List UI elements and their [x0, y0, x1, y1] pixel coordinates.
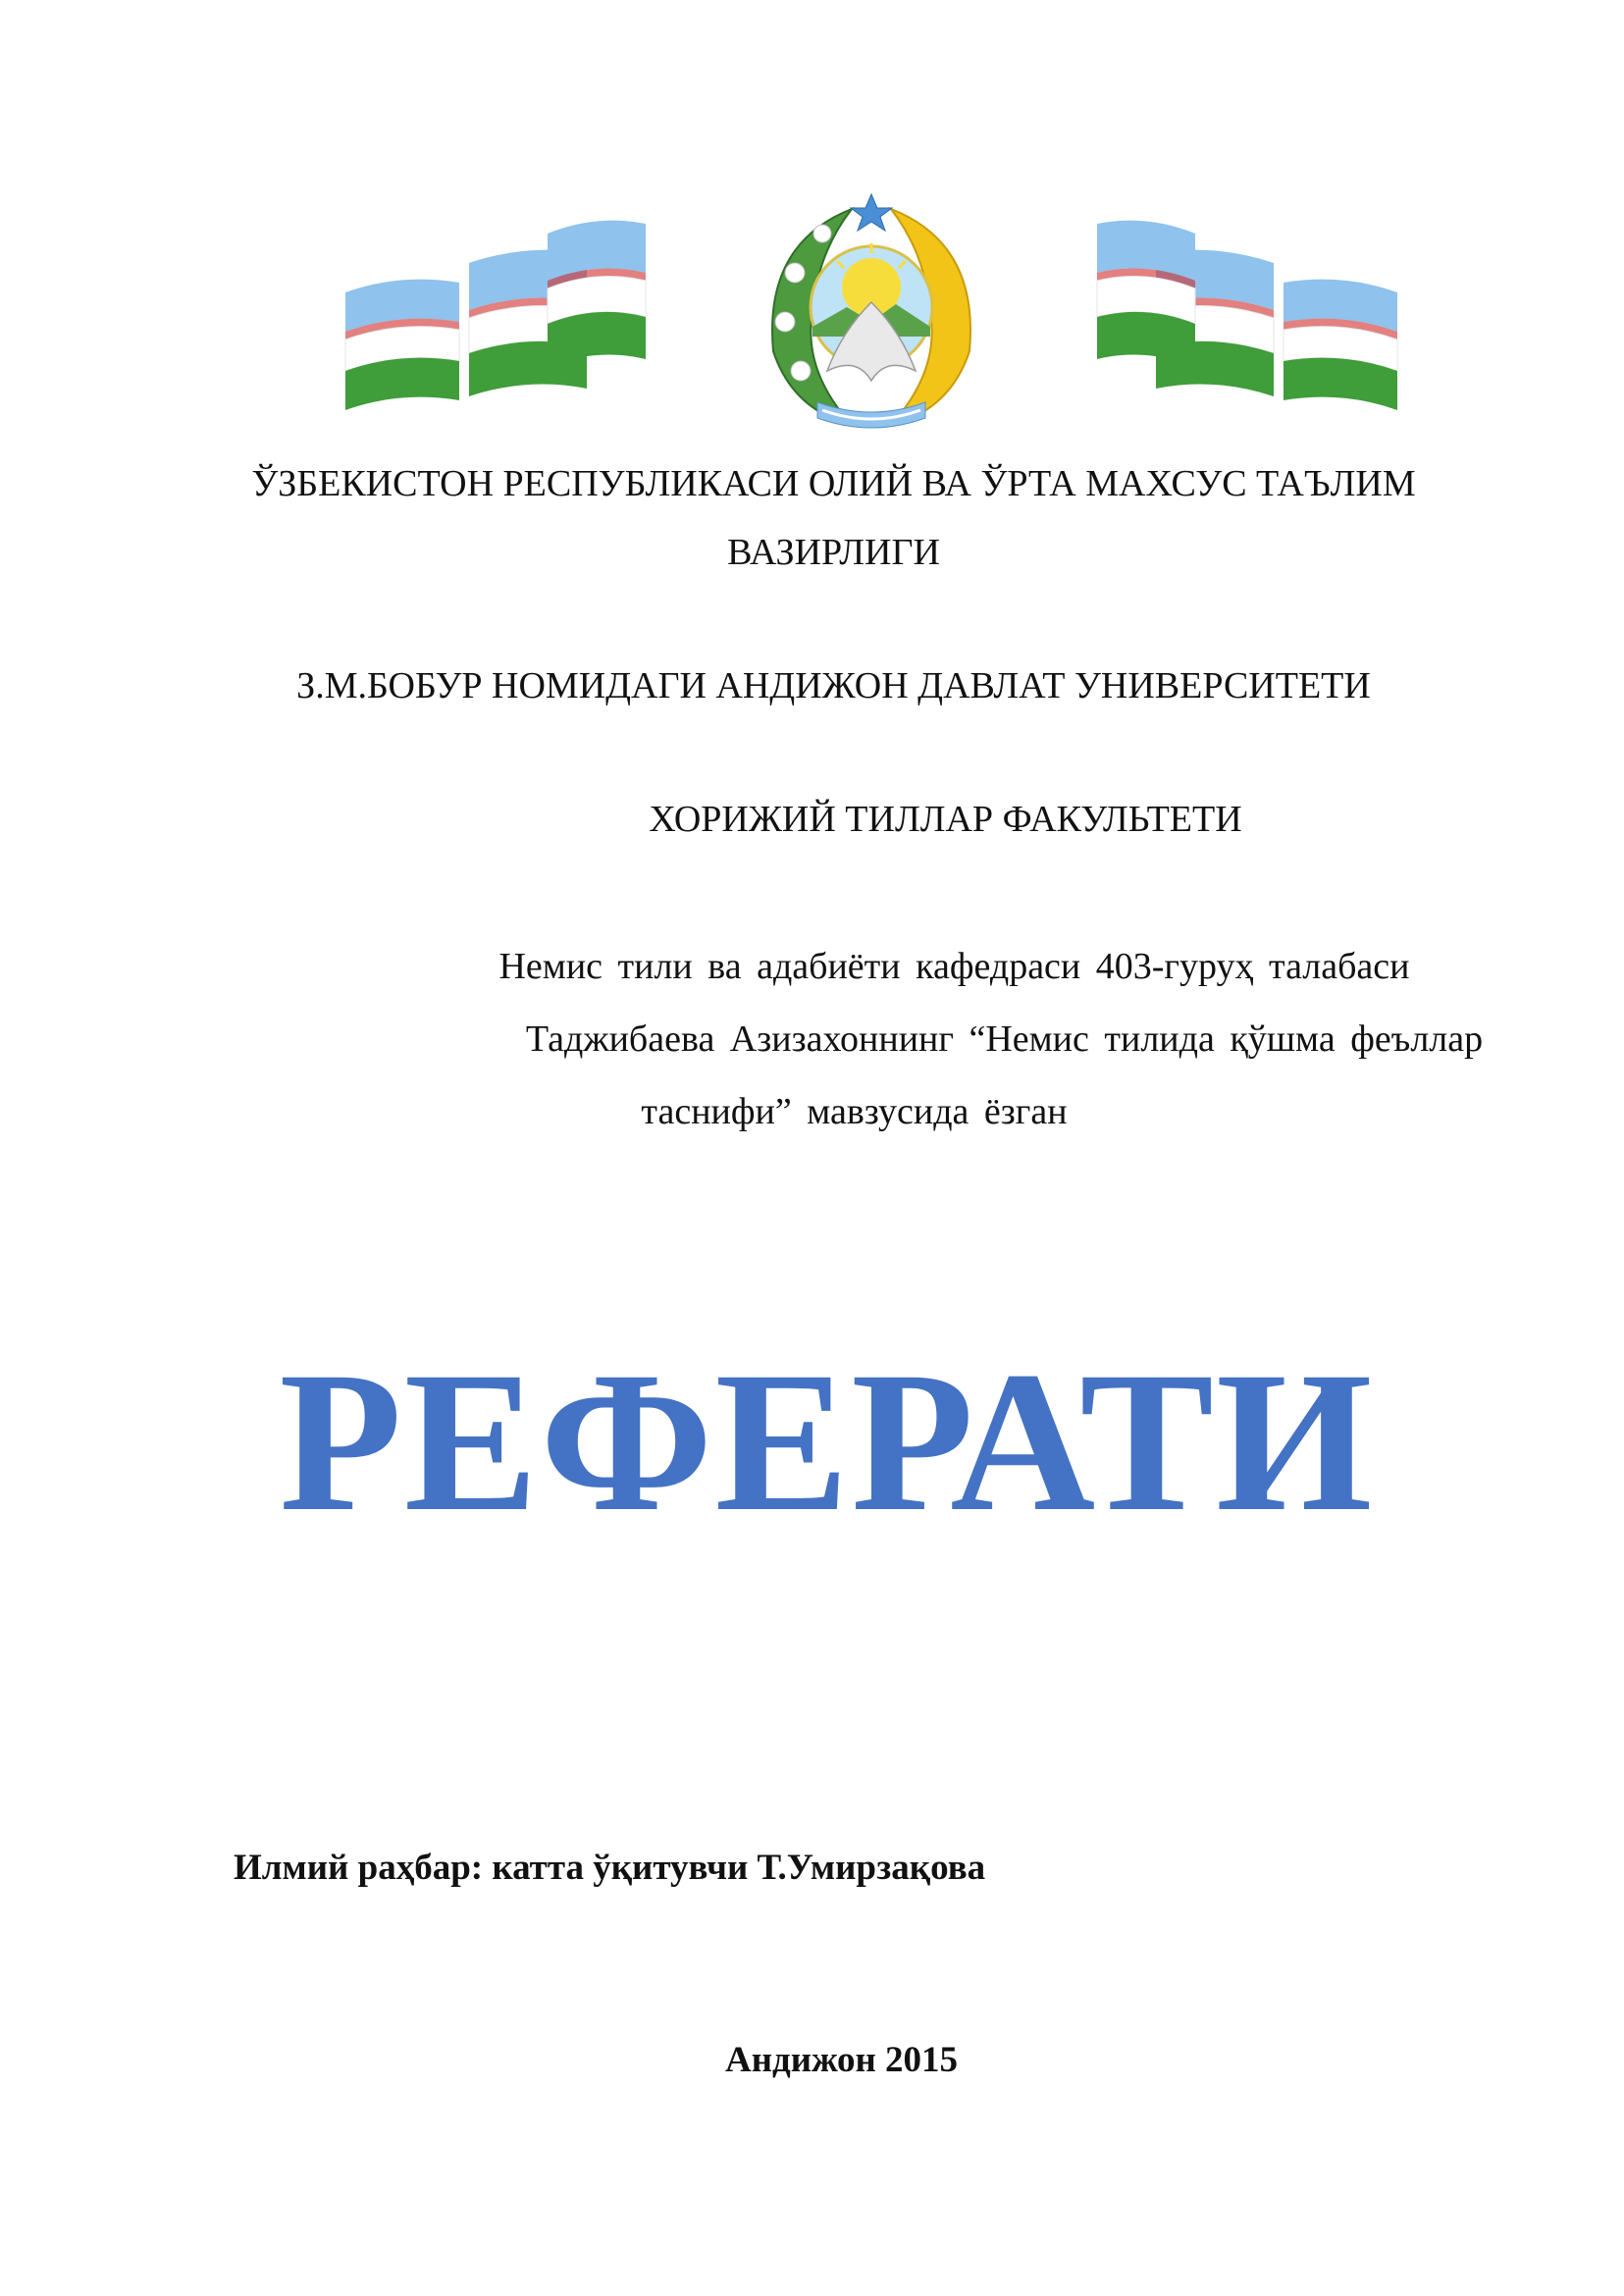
state-emblem-banner: [341, 184, 1401, 440]
faculty-name: ХОРИЖИЙ ТИЛЛАР ФАКУЛЬТЕТИ: [649, 799, 1242, 840]
description-line-1: Немис тили ва адабиёти кафедраси 403-гуруҳ талабаси: [498, 946, 1410, 987]
city-year-footer: Андижон 2015: [724, 2040, 959, 2080]
right-flag-ribbon-icon: [1097, 221, 1397, 410]
left-flag-ribbon-icon: [345, 221, 646, 410]
description-line-2: Таджибаева Азизахоннинг “Немис тилида қўшма феъллар: [525, 1018, 1484, 1060]
ministry-line-2: ВАЗИРЛИГИ: [727, 532, 940, 573]
uzbekistan-emblem-icon: [341, 184, 1401, 440]
emblem-center-icon: [772, 194, 970, 428]
document-title: РЕФЕРАТИ: [279, 1331, 1375, 1553]
supervisor-line: Илмий раҳбар: катта ўқитувчи Т.Умирзақова: [234, 1848, 986, 1888]
description-line-3: таснифи” мавзусида ёзган: [641, 1091, 1068, 1132]
ministry-line-1: ЎЗБЕКИСТОН РЕСПУБЛИКАСИ ОЛИЙ ВА ЎРТА МАХСУС ТАЪЛИМ: [251, 463, 1416, 504]
university-name: З.М.БОБУР НОМИДАГИ АНДИЖОН ДАВЛАТ УНИВЕРСИТЕТИ: [296, 665, 1371, 706]
